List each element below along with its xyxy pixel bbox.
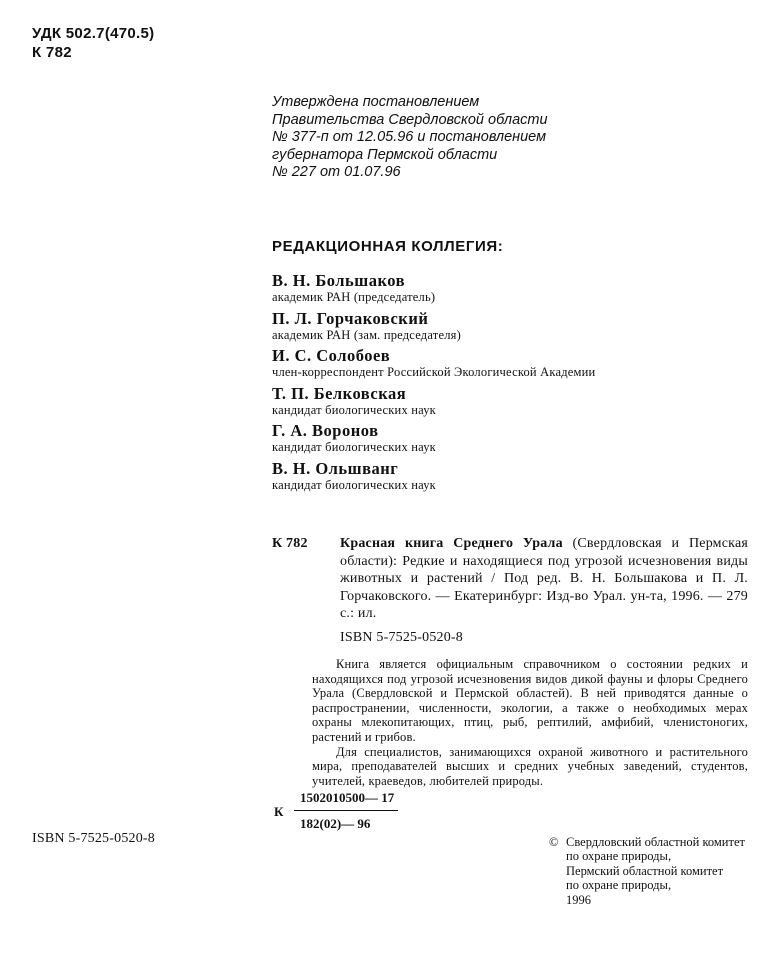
index-letter: К (274, 804, 284, 819)
member-title: кандидат биологических наук (272, 402, 436, 417)
fraction-bar (294, 810, 398, 811)
editorial-board-list (272, 272, 595, 497)
annotation-paragraph: Для специалистов, занимающихся охраной животного и растительного мира, преподавателей высших и средних учебных заведений, студентов, учителей, краеведов, любителей природы. (312, 744, 748, 788)
board-member (272, 460, 595, 498)
member-name: В. Н. Большаков (272, 271, 405, 290)
member-title: кандидат биологических наук (272, 440, 436, 454)
member-name: П. Л. Горчаковский (272, 308, 429, 328)
index-denominator: 182(02)— 96 (300, 816, 371, 831)
approval-line: № 227 от 01.07.96 (272, 164, 401, 180)
book-description: (Свердловская и Пермская области): Редкие и находящиеся под угрозой исчезновения виды животных и растений / Под ред. В. Н. Большакова и П. Л. Горчаковского. — Екатеринбург: Изд-во Урал. ун-та, 1996. — 279 с.: ил. (340, 536, 748, 622)
copyright-line: Пермский областной комитет (566, 863, 724, 878)
board-member (272, 310, 595, 348)
book-title: Красная книга Среднего Урала (340, 536, 563, 551)
member-name: В. Н. Ольшванг (272, 458, 399, 478)
annotation (312, 657, 748, 788)
copyright-line: Свердловский областной комитет (566, 835, 745, 849)
approval-line: Утверждена постановлением (272, 94, 480, 110)
member-name: Т. П. Белковская (272, 383, 407, 403)
catalog-code: К 782 (32, 44, 72, 61)
copyright-line: 1996 (566, 892, 591, 907)
member-title: академик РАН (председатель) (272, 290, 436, 304)
copyright-icon: © (549, 835, 559, 849)
index-numerator: 1502010500— 17 (300, 790, 395, 805)
udc-block (32, 24, 154, 62)
board-member (272, 385, 595, 423)
copyright-line: по охране природы, (566, 849, 672, 864)
catalog-entry-code: К 782 (272, 536, 308, 551)
copyright-block (549, 835, 745, 907)
editorial-board-heading: РЕДАКЦИОННАЯ КОЛЛЕГИЯ: (272, 238, 504, 255)
approval-line: № 377-п от 12.05.96 и постановлением (272, 129, 547, 145)
member-name: И. С. Солобоев (272, 346, 391, 365)
approval-line: Правительства Свердловской области (272, 111, 548, 128)
member-title: член-корреспондент Российской Экологической Академии (272, 365, 596, 379)
udc-code: УДК 502.7(470.5) (32, 25, 155, 42)
isbn-footer: ISBN 5-7525-0520-8 (32, 831, 155, 846)
board-member (272, 422, 595, 460)
catalog-entry-text (340, 535, 748, 623)
member-title: академик РАН (зам. председателя) (272, 327, 461, 342)
catalog-isbn: ISBN 5-7525-0520-8 (340, 629, 463, 645)
board-member (272, 272, 595, 310)
approval-note (272, 94, 548, 182)
annotation-paragraph: Книга является официальным справочником о состоянии редких и находящихся под угрозой исчезновения видов дикой фауны и флоры Среднего Урала (Свердловской и Пермской областей). В ней приводятся данные о распространении, численности, экологии, а также о необходимых мерах охраны млекопитающих, птиц, рыб, рептилий, амфибий, членистоногих, растений и грибов. (312, 657, 748, 744)
approval-line: губернатора Пермской области (272, 146, 498, 163)
board-member (272, 347, 595, 385)
member-name: Г. А. Воронов (272, 421, 379, 440)
copyright-line: по охране природы, (566, 878, 672, 893)
catalog-entry (272, 535, 748, 647)
member-title: кандидат биологических наук (272, 477, 436, 492)
